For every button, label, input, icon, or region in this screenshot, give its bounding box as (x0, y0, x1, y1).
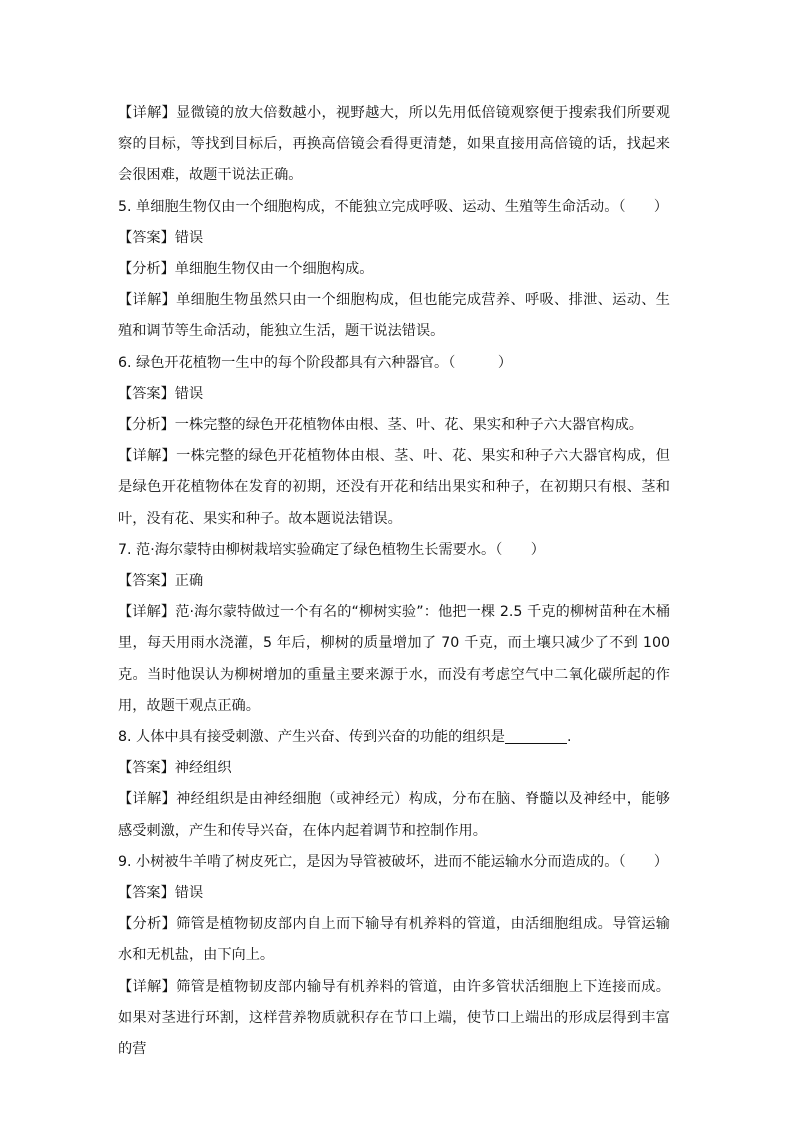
q5-detail-text: 单细胞生物虽然只由一个细胞构成，但也能完成营养、呼吸、排泄、运动、生殖和调节等生命活动，能独立生活，题干说法错误。 (118, 292, 670, 340)
q5-detail-label: 【详解】 (118, 292, 177, 309)
document-body (118, 98, 670, 1065)
q7-answer-label: 【答案】 (118, 573, 175, 590)
q8-detail (118, 784, 670, 846)
q5-question: 5. 单细胞生物仅由一个细胞构成，不能独立完成呼吸、运动、生殖等生命活动。（ ） (118, 198, 669, 215)
q5-analysis-text: 单细胞生物仅由一个细胞构成。 (174, 261, 374, 278)
q8-question (118, 722, 670, 753)
q7-question: 7. 范·海尔蒙特由柳树栽培实验确定了绿色植物生长需要水。（ ） (118, 541, 545, 558)
q6-detail-text: 一株完整的绿色开花植物体由根、茎、叶、花、果实和种子六大器官构成，但是绿色开花植物体在发育的初期，还没有开花和结出果实和种子，在初期只有根、茎和叶，没有花、果实和种子。故本题说法错误。 (118, 448, 670, 527)
q8-question-end: . (566, 729, 572, 746)
q7-detail (118, 597, 670, 722)
q6-answer-text: 错误 (174, 385, 204, 402)
q4-detail (118, 98, 670, 192)
q6-answer (118, 379, 670, 410)
q7-answer-text: 正确 (174, 573, 204, 590)
q5-answer-text: 错误 (174, 229, 204, 246)
q6-question: 6. 绿色开花植物一生中的每个阶段都具有六种器官。（ ） (118, 354, 513, 371)
answer-blank (505, 727, 567, 744)
q5-analysis (118, 254, 670, 285)
q6-analysis-label: 【分析】 (118, 417, 175, 434)
q9-analysis (118, 909, 670, 971)
q6-detail (118, 441, 670, 535)
q8-detail-label: 【详解】 (118, 791, 177, 808)
q7-detail-label: 【详解】 (118, 604, 176, 621)
q8-detail-text: 神经组织是由神经细胞（或神经元）构成，分布在脑、脊髓以及神经中，能够感受刺激，产生和传导兴奋，在体内起着调节和控制作用。 (118, 791, 670, 839)
q7-detail-text: 范·海尔蒙特做过一个有名的“柳树实验”：他把一棵 2.5 千克的柳树苗种在木桶里，每天用雨水浇灌，5 年后，柳树的质量增加了 70 千克，而土壤只减少了不到 100 克。当时他误认为柳树增加的重量主要来源于水，而没有考虑空气中二氧化碳所起的作用，故题干观点正确。 (118, 604, 670, 714)
q6-analysis (118, 410, 670, 441)
q8-question-text: 8. 人体中具有接受刺激、产生兴奋、传到兴奋的功能的组织是 (118, 729, 505, 746)
q9-question: 9. 小树被牛羊啃了树皮死亡，是因为导管被破坏，进而不能运输水分而造成的。（ ） (118, 853, 669, 870)
q9-analysis-label: 【分析】 (118, 916, 177, 933)
q5-answer (118, 223, 670, 254)
q7-answer (118, 566, 670, 597)
q5-analysis-label: 【分析】 (118, 261, 175, 278)
q9-detail-text: 筛管是植物韧皮部内输导有机养料的管道，由许多管状活细胞上下连接而成。如果对茎进行环割，这样营养物质就积存在节口上端，使节口上端出的形成层得到丰富的营 (118, 978, 670, 1058)
q9-answer-text: 错误 (174, 885, 204, 902)
q9-detail (118, 972, 670, 1066)
q8-answer-text: 神经组织 (174, 760, 232, 777)
q6-analysis-text: 一株完整的绿色开花植物体由根、茎、叶、花、果实和种子六大器官构成。 (174, 417, 643, 434)
q9-analysis-text: 筛管是植物韧皮部内自上而下输导有机养料的管道，由活细胞组成。导管运输水和无机盐，由下向上。 (118, 916, 670, 964)
q9-answer-label: 【答案】 (118, 885, 175, 902)
q8-answer (118, 753, 670, 784)
q6-answer-label: 【答案】 (118, 385, 175, 402)
q5-detail (118, 285, 670, 347)
q4-detail-label: 【详解】 (118, 105, 177, 121)
q9-detail-label: 【详解】 (118, 978, 177, 995)
q6-detail-label: 【详解】 (118, 448, 177, 465)
q5-answer-label: 【答案】 (118, 229, 175, 246)
q9-answer (118, 878, 670, 909)
q8-answer-label: 【答案】 (118, 760, 175, 777)
q4-detail-text: 显微镜的放大倍数越小，视野越大，所以先用低倍镜观察便于搜索我们所要观察的目标，等找到目标后，再换高倍镜会看得更清楚，如果直接用高倍镜的话，找起来会很困难，故题干说法正确。 (118, 105, 670, 184)
